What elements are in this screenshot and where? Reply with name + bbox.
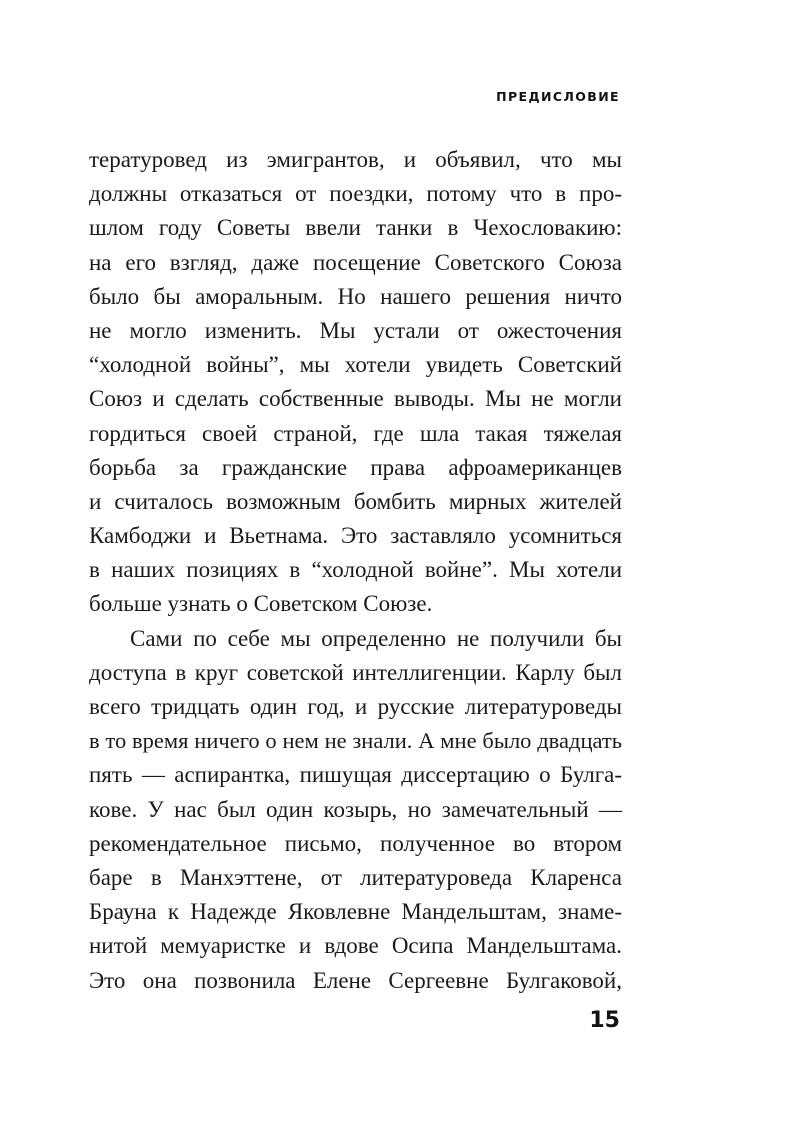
text-line: в то время ничего о нем не знали. А мне было двадцать xyxy=(89,728,622,754)
text-line: доступа в круг советской интеллигенции. Карлу был xyxy=(89,659,622,685)
text-line: на его взгляд, даже посещение Советского Союза xyxy=(89,249,622,275)
text-line: Союз и сделать собственные выводы. Мы не могли xyxy=(89,386,622,412)
page-number: 15 xyxy=(589,1008,620,1033)
text-line: всего тридцать один год, и русские литературоведы xyxy=(89,694,622,719)
text-line: больше узнать о Советском Союзе. xyxy=(89,591,433,617)
text-line: в наших позициях в “холодной войне”. Мы хотели xyxy=(89,557,622,583)
text-line: кове. У нас был один козырь, но замечательный — xyxy=(89,796,622,822)
text-line: “холодной войны”, мы хотели увидеть Советский xyxy=(89,352,622,378)
text-line: пять — аспирантка, пишущая диссертацию о Булга- xyxy=(89,762,622,788)
text-line: Брауна к Надежде Яковлевне Мандельштам, знаме- xyxy=(89,899,622,925)
text-line: Камбоджи и Вьетнама. Это заставляло усомниться xyxy=(89,523,622,549)
text-line: баре в Манхэттене, от литературоведа Кларенса xyxy=(89,864,622,890)
text-line: было бы аморальным. Но нашего решения ничто xyxy=(89,283,622,309)
text-line: Это она позвонила Елене Сергеевне Булгаковой, xyxy=(89,967,622,993)
text-line: нитой мемуаристке и вдове Осипа Мандельштама. xyxy=(89,933,622,959)
text-line: должны отказаться от поездки, потому что в про- xyxy=(89,181,622,207)
text-line: тературовед из эмигрантов, и объявил, что мы xyxy=(89,147,622,172)
body-text xyxy=(89,143,622,998)
text-line: шлом году Советы ввели танки в Чехословакию: xyxy=(89,215,622,241)
text-line: рекомендательное письмо, полученное во втором xyxy=(89,830,622,856)
text-line: борьба за гражданские права афроамериканцев xyxy=(89,454,622,480)
text-line: Сами по себе мы определенно не получили бы xyxy=(130,625,622,651)
text-line: и считалось возможным бомбить мирных жителей xyxy=(89,488,622,514)
text-line: не могло изменить. Мы устали от ожесточения xyxy=(89,317,622,343)
text-line: гордиться своей страной, где шла такая тяжелая xyxy=(89,420,622,446)
running-head: ПРЕДИСЛОВИЕ xyxy=(496,89,620,104)
